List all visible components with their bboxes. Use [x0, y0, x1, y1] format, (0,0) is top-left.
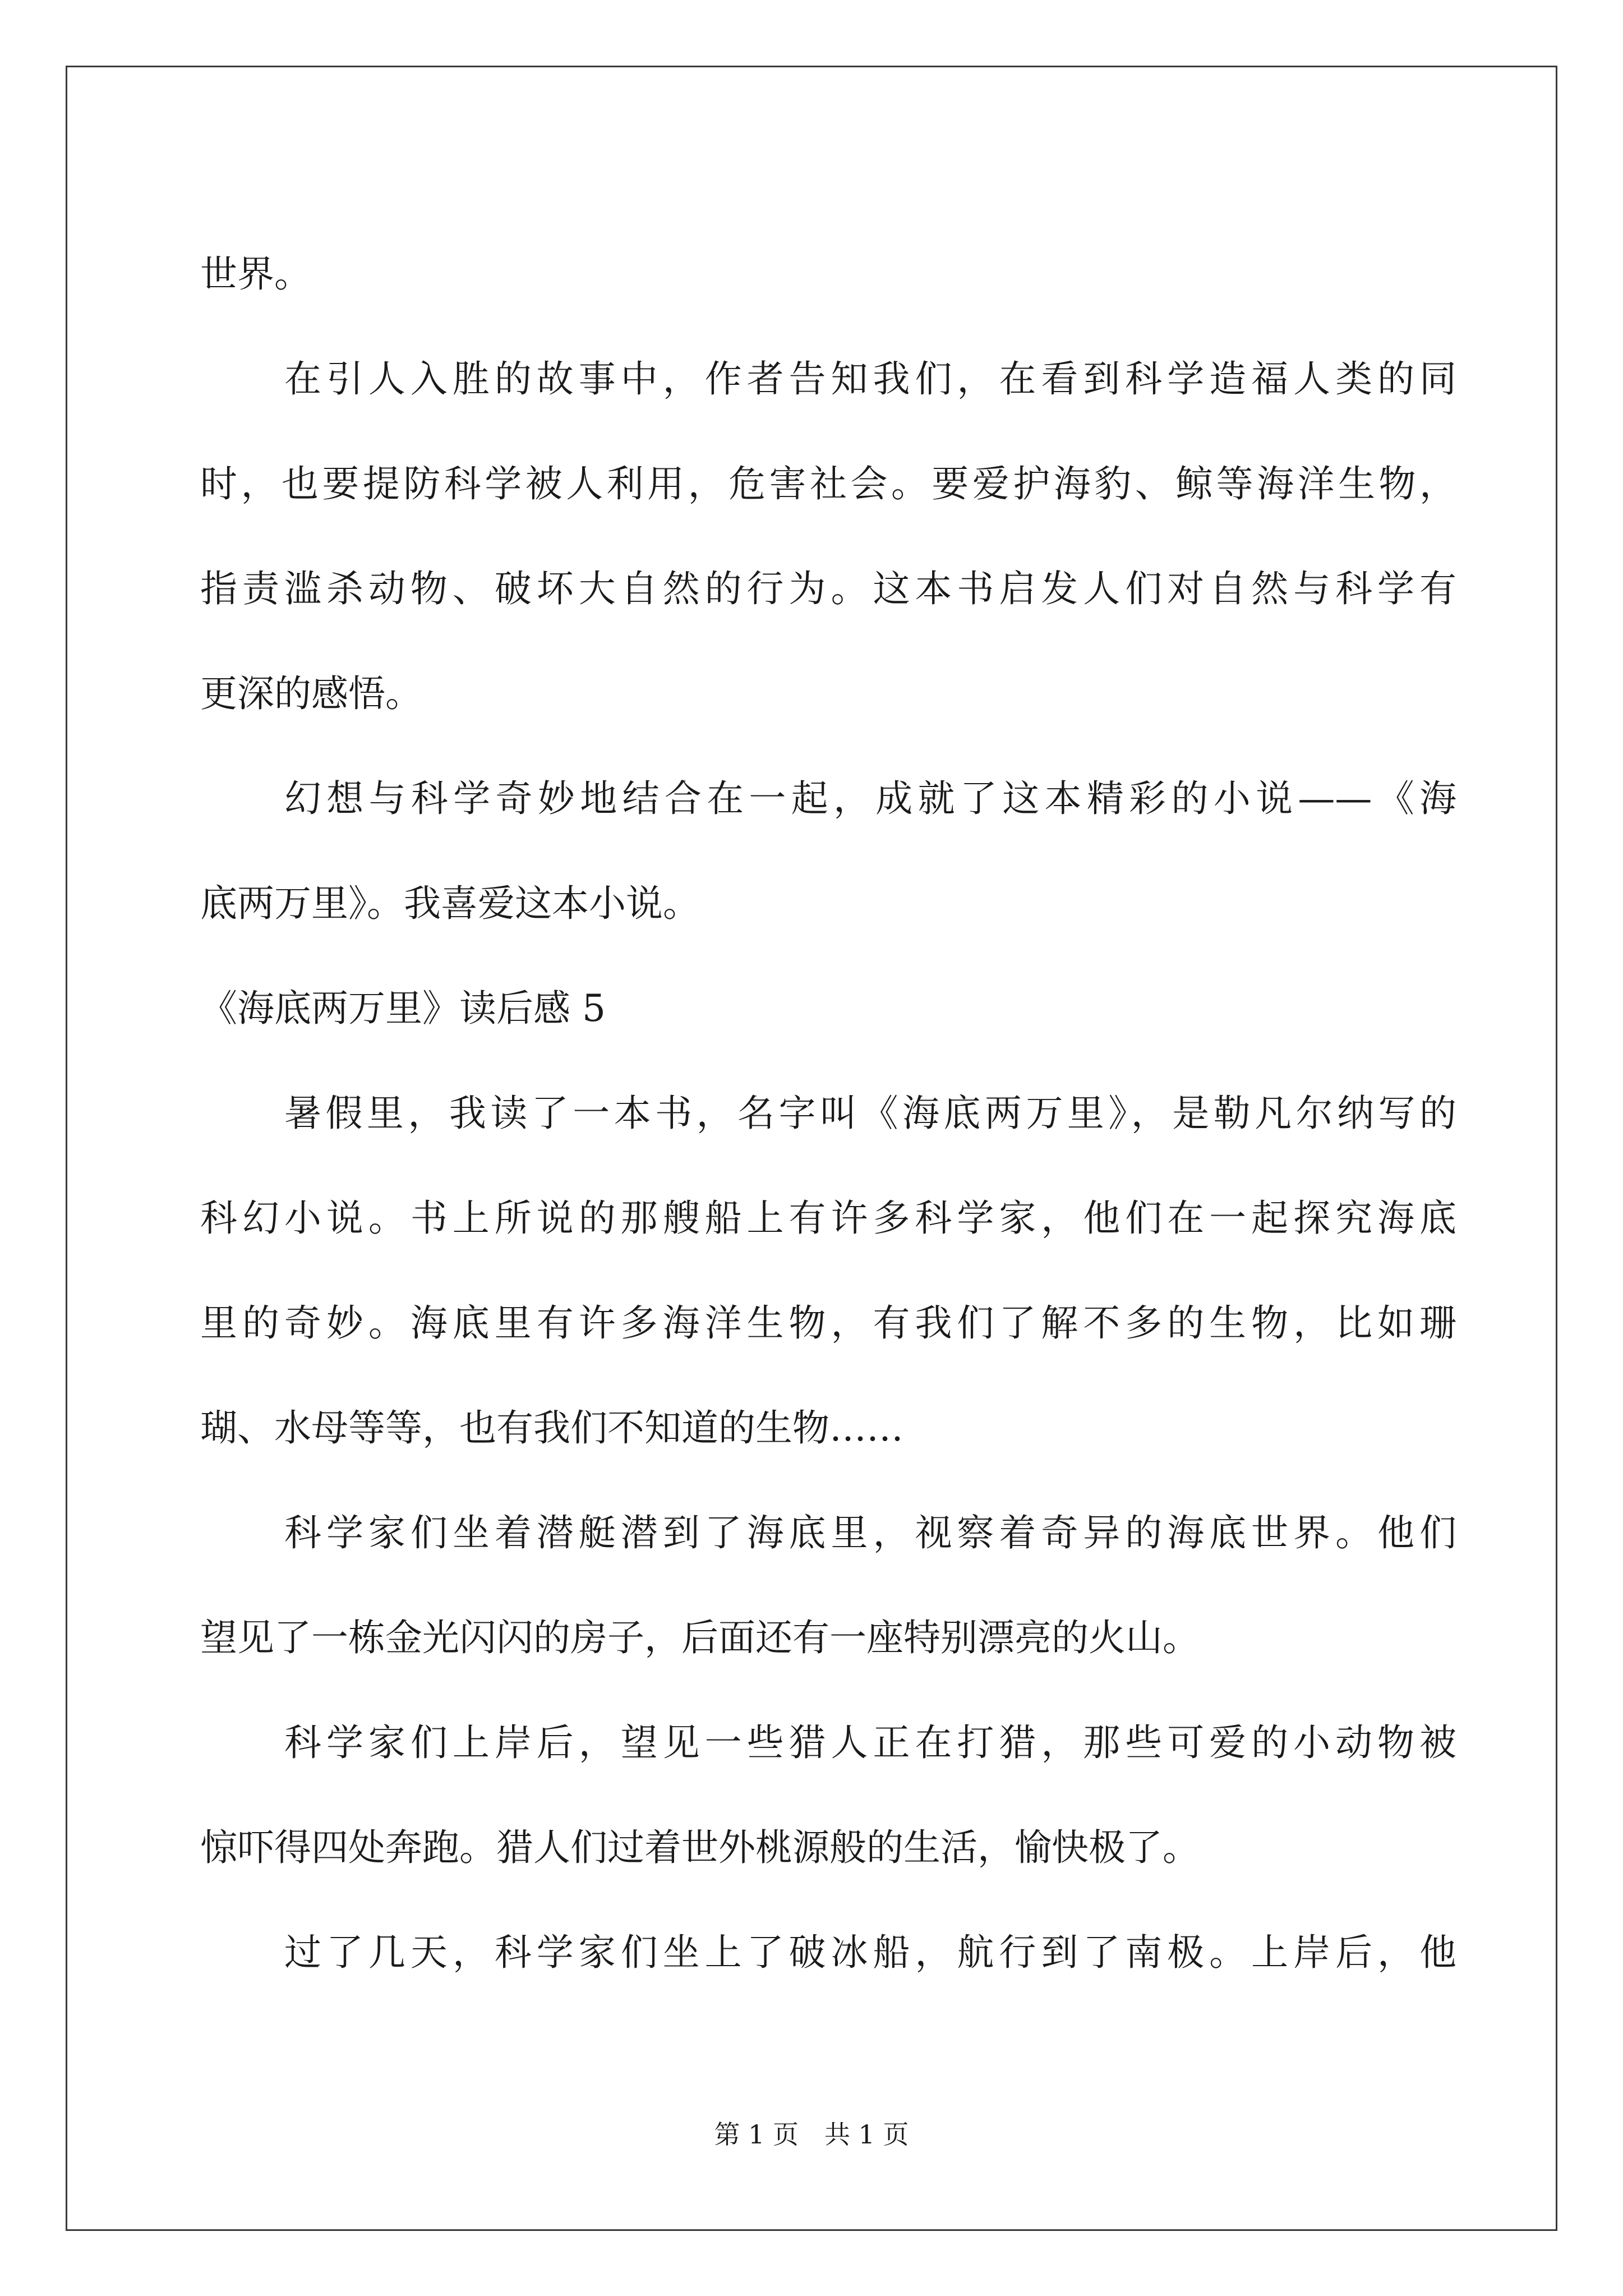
text-line-5: 更深的感悟。	[200, 672, 422, 715]
document-body	[200, 222, 1456, 2005]
text-line-10: 科幻小说。书上所说的那艘船上有许多科学家，他们在一起探究海底	[200, 1197, 1456, 1240]
text-line-13: 科学家们坐着潜艇潜到了海底里，视察着奇异的海底世界。他们	[284, 1511, 1456, 1554]
text-line-15: 科学家们上岸后，望见一些猎人正在打猎，那些可爱的小动物被	[284, 1721, 1456, 1764]
section-heading: 《海底两万里》读后感 5	[200, 987, 606, 1030]
text-line-16: 惊吓得四处奔跑。猎人们过着世外桃源般的生活，愉快极了。	[200, 1826, 1200, 1869]
text-line-6: 幻想与科学奇妙地结合在一起，成就了这本精彩的小说——《海	[284, 777, 1456, 820]
text-line-4: 指责滥杀动物、破坏大自然的行为。这本书启发人们对自然与科学有	[200, 567, 1456, 610]
text-line-12: 瑚、水母等等，也有我们不知道的生物……	[200, 1406, 903, 1450]
text-line-17: 过了几天，科学家们坐上了破冰船，航行到了南极。上岸后，他	[284, 1931, 1456, 1974]
text-line-11: 里的奇妙。海底里有许多海洋生物，有我们了解不多的生物，比如珊	[200, 1301, 1456, 1345]
text-line-2: 在引人入胜的故事中，作者告知我们，在看到科学造福人类的同	[284, 357, 1456, 401]
text-line-14: 望见了一栋金光闪闪的房子，后面还有一座特别漂亮的火山。	[200, 1616, 1200, 1659]
text-line-7: 底两万里》。我喜爱这本小说。	[200, 882, 700, 925]
page-footer: 第 1 页 共 1 页	[714, 2119, 909, 2150]
text-line-1: 世界。	[200, 252, 311, 296]
text-line-9: 暑假里，我读了一本书，名字叫《海底两万里》，是勒凡尔纳写的	[284, 1092, 1456, 1135]
text-line-3: 时，也要提防科学被人利用，危害社会。要爱护海豹、鲸等海洋生物，	[200, 462, 1456, 505]
